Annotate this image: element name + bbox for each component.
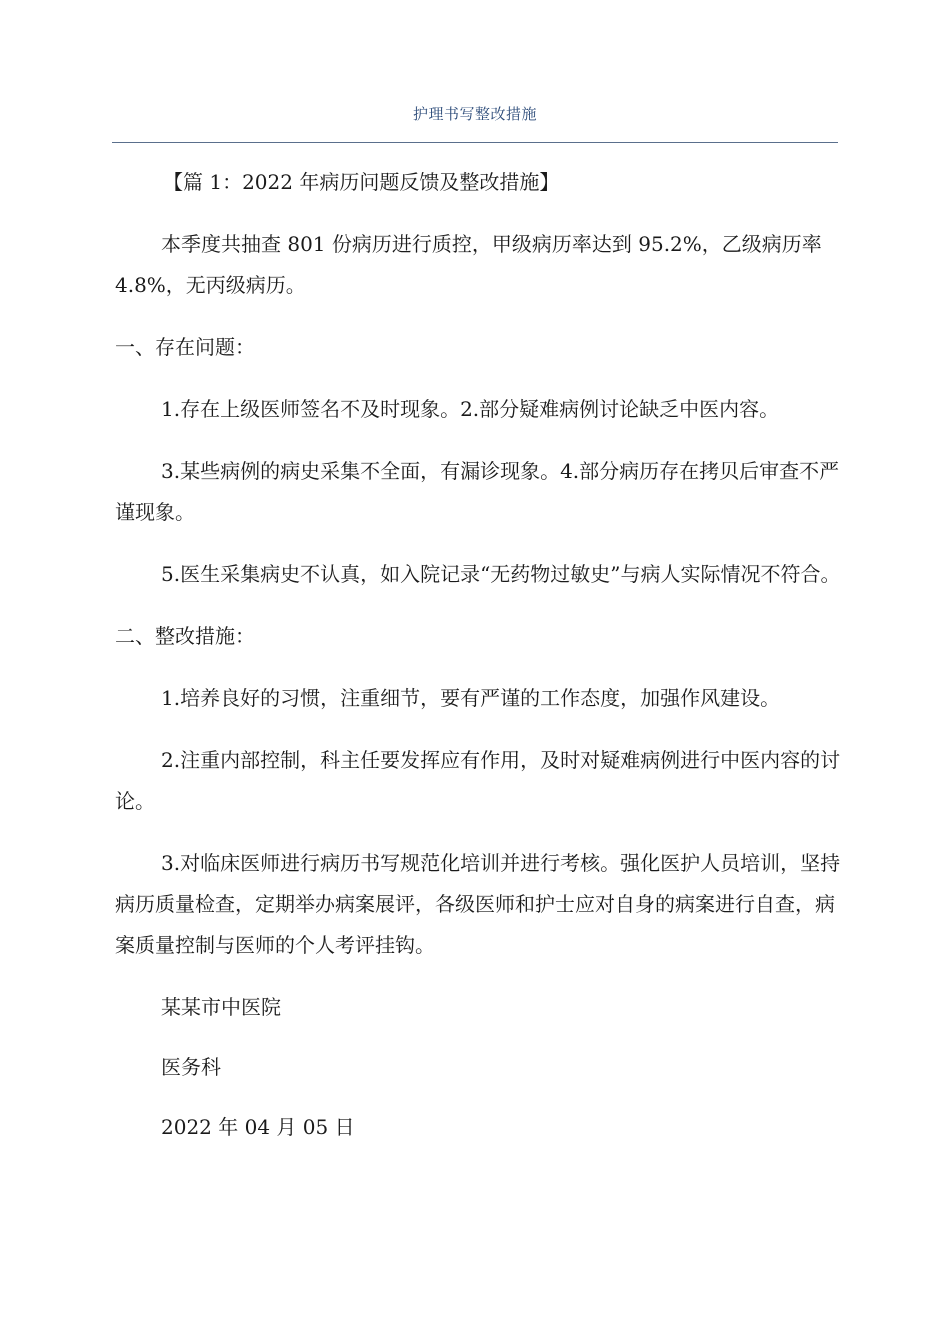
page-header-title: 护理书写整改措施 bbox=[412, 105, 537, 123]
problem-item: 1.存在上级医师签名不及时现象。2.部分疑难病例讨论缺乏中医内容。 bbox=[161, 397, 780, 421]
measure-item: 1.培养良好的习惯，注重细节，要有严谨的工作态度，加强作风建设。 bbox=[161, 686, 781, 710]
measure-item: 3.对临床医师进行病历书写规范化培训并进行考核。强化医护人员培训，坚持病历质量检查，定期举办病案展评，各级医师和护士应对自身的病案进行自查，病案质量控制与医师的个人考评挂钩。 bbox=[115, 851, 841, 957]
document-title: 【篇 1：2022 年病历问题反馈及整改措施】 bbox=[163, 170, 560, 194]
section-heading-measures: 二、整改措施： bbox=[115, 624, 255, 648]
section-heading-problems: 一、存在问题： bbox=[115, 335, 255, 359]
measure-item: 2.注重内部控制，科主任要发挥应有作用，及时对疑难病例进行中医内容的讨论。 bbox=[115, 748, 841, 813]
header-divider bbox=[112, 142, 838, 143]
problem-item: 3.某些病例的病史采集不全面，有漏诊现象。4.部分病历存在拷贝后审查不严谨现象。 bbox=[115, 459, 840, 524]
intro-paragraph: 本季度共抽查 801 份病历进行质控，甲级病历率达到 95.2%，乙级病历率 4.8%，无丙级病历。 bbox=[115, 232, 822, 297]
signature-organization: 某某市中医院 bbox=[161, 995, 281, 1019]
signature-date: 2022 年 04 月 05 日 bbox=[161, 1115, 355, 1139]
problem-item: 5.医生采集病史不认真，如入院记录“无药物过敏史”与病人实际情况不符合。 bbox=[161, 562, 841, 586]
document-body bbox=[115, 162, 845, 1167]
signature-department: 医务科 bbox=[161, 1055, 221, 1079]
